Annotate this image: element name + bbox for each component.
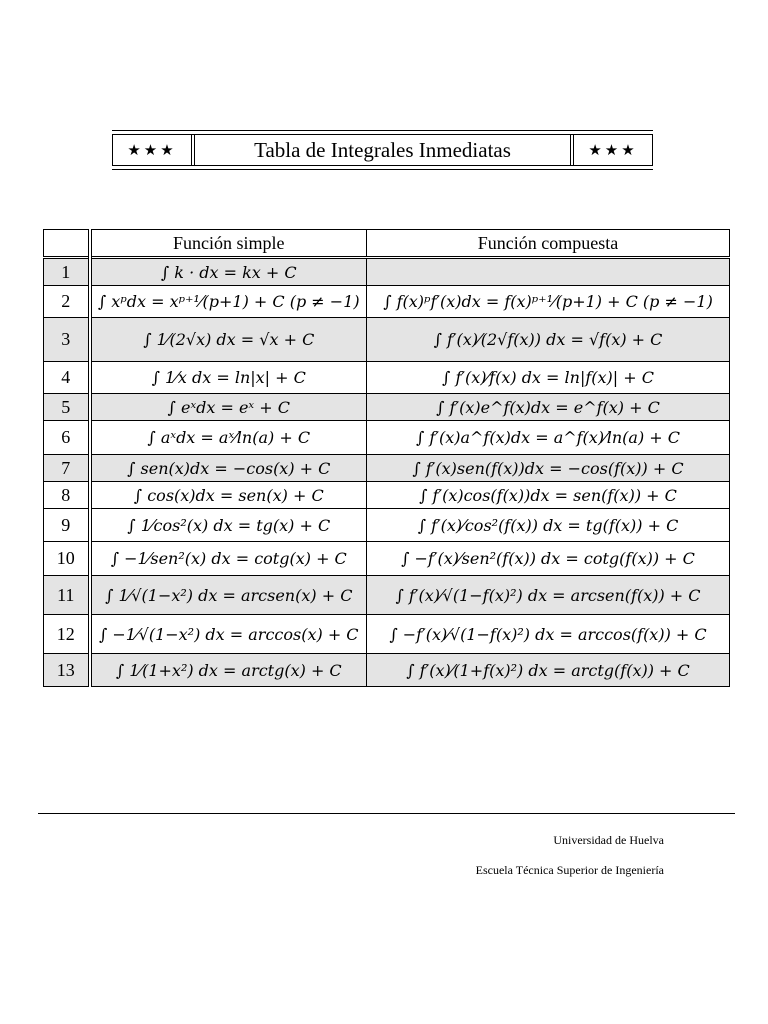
formula-simple: ∫ 1⁄cos²(x) dx = tg(x) + C bbox=[90, 509, 367, 542]
formula-compuesta: ∫ f′(x)cos(f(x))dx = sen(f(x)) + C bbox=[367, 482, 730, 509]
header-number bbox=[44, 230, 90, 258]
stars-right: ★★★ bbox=[570, 135, 653, 165]
header-simple: Función simple bbox=[90, 230, 367, 258]
formula-compuesta: ∫ f′(x)e^f(x)dx = e^f(x) + C bbox=[367, 394, 730, 421]
formula-simple: ∫ aˣdx = aˣ⁄ln(a) + C bbox=[90, 421, 367, 455]
row-number: 12 bbox=[44, 615, 90, 654]
table-row bbox=[44, 421, 730, 455]
table-body bbox=[44, 258, 730, 687]
row-number: 1 bbox=[44, 258, 90, 286]
formula-compuesta: ∫ −f′(x)⁄sen²(f(x)) dx = cotg(f(x)) + C bbox=[367, 542, 730, 576]
row-number: 7 bbox=[44, 455, 90, 482]
row-number: 6 bbox=[44, 421, 90, 455]
table-row bbox=[44, 258, 730, 286]
table-row bbox=[44, 394, 730, 421]
table-row bbox=[44, 509, 730, 542]
formula-compuesta: ∫ −f′(x)⁄√(1−f(x)²) dx = arccos(f(x)) + C bbox=[367, 615, 730, 654]
footer-school: Escuela Técnica Superior de Ingeniería bbox=[475, 863, 664, 877]
table-row bbox=[44, 362, 730, 394]
formula-simple: ∫ 1⁄(1+x²) dx = arctg(x) + C bbox=[90, 654, 367, 687]
formula-simple: ∫ xᵖdx = xᵖ⁺¹⁄(p+1) + C (p ≠ −1) bbox=[90, 286, 367, 318]
row-number: 3 bbox=[44, 318, 90, 362]
footer-university: Universidad de Huelva bbox=[553, 833, 664, 847]
formula-simple: ∫ k · dx = kx + C bbox=[90, 258, 367, 286]
formula-compuesta: ∫ f′(x)⁄√(1−f(x)²) dx = arcsen(f(x)) + C bbox=[367, 576, 730, 615]
formula-compuesta: ∫ f(x)ᵖf′(x)dx = f(x)ᵖ⁺¹⁄(p+1) + C (p ≠ −1) bbox=[367, 286, 730, 318]
row-number: 10 bbox=[44, 542, 90, 576]
formula-simple: ∫ −1⁄√(1−x²) dx = arccos(x) + C bbox=[90, 615, 367, 654]
row-number: 11 bbox=[44, 576, 90, 615]
formula-compuesta: ∫ f′(x)a^f(x)dx = a^f(x)⁄ln(a) + C bbox=[367, 421, 730, 455]
title-block bbox=[112, 130, 653, 170]
page-title: Tabla de Integrales Inmediatas bbox=[254, 137, 511, 162]
header-compuesta: Función compuesta bbox=[367, 230, 730, 258]
row-number: 4 bbox=[44, 362, 90, 394]
table-row bbox=[44, 654, 730, 687]
table-row bbox=[44, 318, 730, 362]
table-row bbox=[44, 286, 730, 318]
formula-compuesta: ∫ f′(x)⁄cos²(f(x)) dx = tg(f(x)) + C bbox=[367, 509, 730, 542]
formula-simple: ∫ 1⁄√(1−x²) dx = arcsen(x) + C bbox=[90, 576, 367, 615]
formula-simple: ∫ 1⁄x dx = ln|x| + C bbox=[90, 362, 367, 394]
formula-compuesta: ∫ f′(x)⁄(2√f(x)) dx = √f(x) + C bbox=[367, 318, 730, 362]
table-header-row bbox=[44, 230, 730, 258]
table-row bbox=[44, 482, 730, 509]
formula-simple: ∫ cos(x)dx = sen(x) + C bbox=[90, 482, 367, 509]
table-row bbox=[44, 455, 730, 482]
formula-simple: ∫ eˣdx = eˣ + C bbox=[90, 394, 367, 421]
row-number: 5 bbox=[44, 394, 90, 421]
title-rule-bottom bbox=[112, 169, 653, 170]
formula-compuesta: ∫ f′(x)sen(f(x))dx = −cos(f(x)) + C bbox=[367, 455, 730, 482]
row-number: 9 bbox=[44, 509, 90, 542]
formula-compuesta bbox=[367, 258, 730, 286]
stars-left: ★★★ bbox=[112, 135, 195, 165]
table-row bbox=[44, 576, 730, 615]
table-row bbox=[44, 542, 730, 576]
integrals-table bbox=[43, 229, 730, 687]
formula-simple: ∫ 1⁄(2√x) dx = √x + C bbox=[90, 318, 367, 362]
formula-simple: ∫ sen(x)dx = −cos(x) + C bbox=[90, 455, 367, 482]
title-rule-top bbox=[112, 130, 653, 131]
table-row bbox=[44, 615, 730, 654]
row-number: 13 bbox=[44, 654, 90, 687]
formula-compuesta: ∫ f′(x)⁄(1+f(x)²) dx = arctg(f(x)) + C bbox=[367, 654, 730, 687]
formula-compuesta: ∫ f′(x)⁄f(x) dx = ln|f(x)| + C bbox=[367, 362, 730, 394]
footer-rule bbox=[38, 813, 735, 814]
row-number: 8 bbox=[44, 482, 90, 509]
row-number: 2 bbox=[44, 286, 90, 318]
title-row bbox=[112, 134, 653, 166]
formula-simple: ∫ −1⁄sen²(x) dx = cotg(x) + C bbox=[90, 542, 367, 576]
